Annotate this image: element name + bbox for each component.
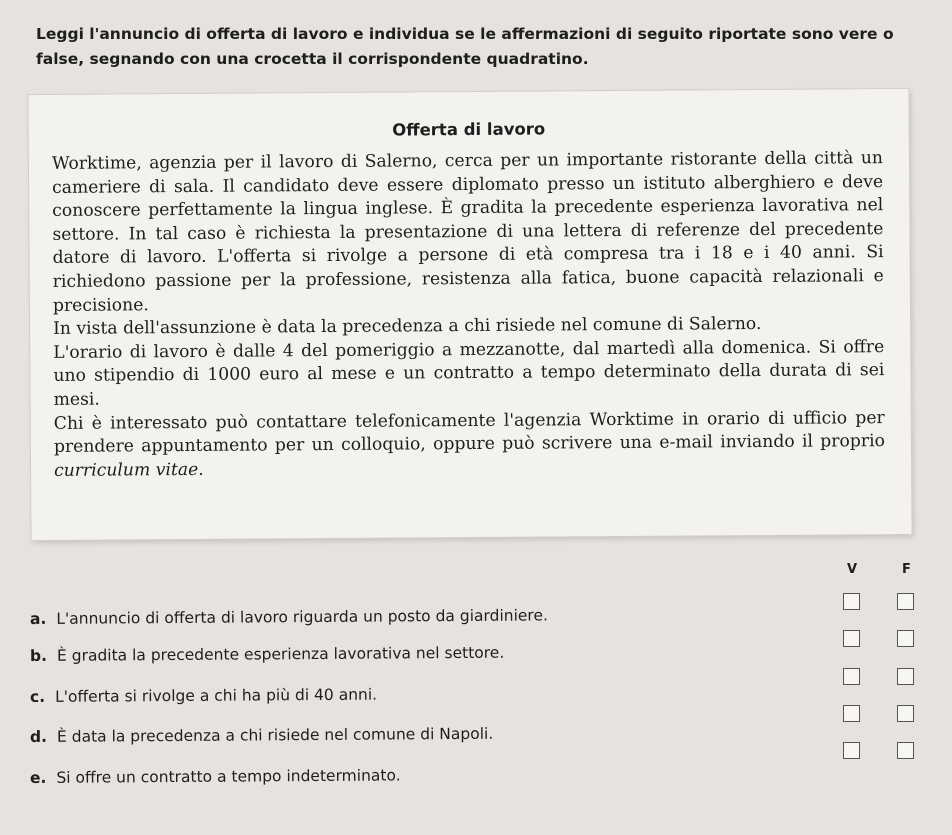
instruction-text: Leggi l'annuncio di offerta di lavoro e individua se le affermazioni di seguito riportate sono vere o false, segnando con una crocetta il corrispondente quadratino.: [36, 25, 894, 68]
statement-c: [30, 686, 377, 706]
ad-body: [52, 147, 885, 483]
checkbox-a-true[interactable]: [843, 593, 860, 610]
ad-paragraph-2: In vista dell'assunzione è data la precedenza a chi risiede nel comune di Salerno.: [53, 314, 762, 340]
statement-letter: d.: [29, 727, 48, 746]
statement-letter: c.: [29, 687, 46, 706]
statement-e: [30, 766, 401, 787]
ad-paragraph-3: L'orario di lavoro è dalle 4 del pomeriggio a mezzanotte, dal martedì alla domenica. Si offre uno stipendio di 1000 euro al mese e un contratto a tempo determinato della durata di sei mesi.: [53, 336, 885, 410]
checkbox-d-false[interactable]: [897, 705, 914, 722]
checkbox-b-true[interactable]: [843, 630, 860, 647]
ad-paragraph-4: [54, 407, 885, 484]
checkbox-d-true[interactable]: [843, 705, 860, 722]
ad-title: Offerta di lavoro: [392, 119, 546, 140]
checkbox-c-false[interactable]: [897, 668, 914, 685]
statement-text: È data la precedenza a chi risiede nel comune di Napoli.: [56, 724, 494, 746]
ad-paragraph-1: Worktime, agenzia per il lavoro di Salerno, cerca per un importante ristorante della città un cameriere di sala. Il candidato deve essere diplomato presso un istituto alberghiero e deve conoscere perfettamente la lingua inglese. È gradita la precedente esperienza lavorativa nel settore. In tal caso è richiesta la presentazione di una lettera di referenze del precedente datore di lavoro. L'offerta si rivolge a persone di età compresa tra i 18 e i 40 anni. Si richiedono passione per la professione, resistenza alla fatica, buone capacità relazionali e precisione.: [51, 148, 884, 316]
checkbox-e-true[interactable]: [843, 742, 860, 759]
job-ad-box: [28, 89, 911, 540]
ad-paragraph-4-end: .: [198, 459, 204, 480]
false-column-header: F: [902, 562, 911, 577]
statement-text: L'annuncio di offerta di lavoro riguarda un posto da giardiniere.: [56, 606, 548, 628]
checkbox-e-false[interactable]: [897, 742, 914, 759]
statement-a: [30, 606, 548, 628]
curriculum-vitae-text: curriculum vitae: [54, 459, 199, 481]
checkbox-a-false[interactable]: [897, 593, 914, 610]
statement-text: L'offerta si rivolge a chi ha più di 40 anni.: [55, 685, 378, 706]
checkbox-c-true[interactable]: [843, 668, 860, 685]
true-column-header: V: [847, 562, 858, 577]
ad-paragraph-4-text: Chi è interessato può contattare telefonicamente l'agenzia Worktime in orario di ufficio per prendere appuntamento per un colloquio, oppure può scrivere una e-mail inviando il proprio: [53, 407, 885, 458]
statement-letter: a.: [29, 609, 47, 628]
checkbox-b-false[interactable]: [897, 630, 914, 647]
statement-letter: e.: [29, 768, 47, 787]
statement-d: [30, 725, 493, 746]
statement-text: Si offre un contratto a tempo indeterminato.: [56, 766, 401, 787]
statement-letter: b.: [29, 646, 48, 665]
statement-text: È gradita la precedente esperienza lavorativa nel settore.: [56, 643, 505, 665]
statement-b: [30, 644, 504, 665]
